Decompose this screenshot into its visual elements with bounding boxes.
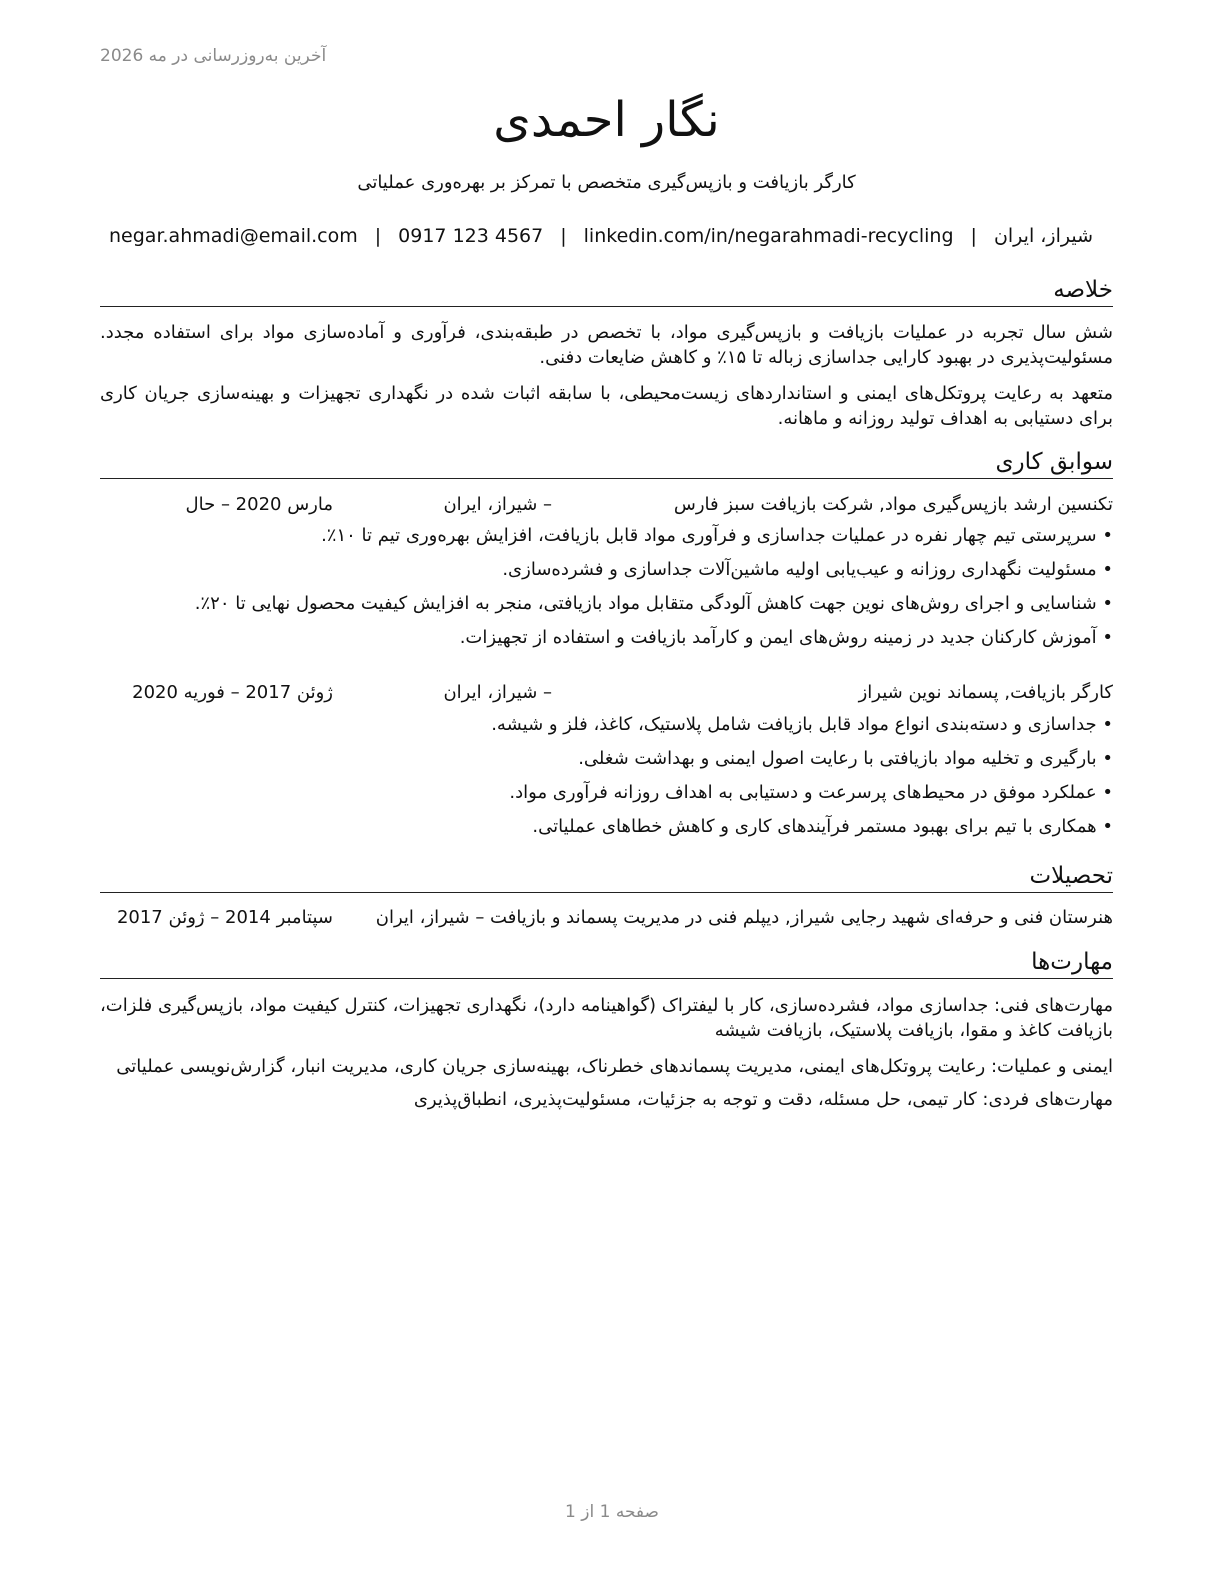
summary-heading: خلاصه [100, 276, 1113, 307]
contact-separator: | [560, 225, 567, 247]
candidate-name: نگار احمدی [493, 92, 720, 148]
job-bullets [100, 524, 1113, 660]
job-bullet: • شناسایی و اجرای روش‌های نوین جهت کاهش آلودگی متقابل مواد بازیافتی، منجر به افزایش کیفیت محصول نهایی تا ۲۰٪. [100, 592, 1113, 626]
job-dates: ژوئن 2017 – فوریه 2020 [132, 682, 333, 703]
page-number: صفحه 1 از 1 [565, 1502, 659, 1522]
skills-heading: مهارت‌ها [100, 948, 1113, 979]
job-bullet: • عملکرد موفق در محیط‌های پرسرعت و دستیابی به اهداف روزانه فرآوری مواد. [100, 781, 1113, 815]
education-dates: سپتامبر 2014 – ژوئن 2017 [116, 907, 333, 928]
contact-separator: | [374, 225, 382, 247]
contact-phone[interactable]: 0917 123 4567 [398, 225, 544, 247]
experience-heading: سوابق کاری [100, 448, 1113, 479]
job-location: – شیراز، ایران [443, 682, 552, 703]
job-bullet: • آموزش کارکنان جدید در زمینه روش‌های ایمن و کارآمد بازیافت و استفاده از تجهیزات. [100, 626, 1113, 660]
skills-line: ایمنی و عملیات: رعایت پروتکل‌های ایمنی، مدیریت پسماندهای خطرناک، بهینه‌سازی جریان کاری، مدیریت انبار، گزارش‌نویسی عملیاتی [116, 1056, 1113, 1077]
job-bullet: • مسئولیت نگهداری روزانه و عیب‌یابی اولیه ماشین‌آلات جداسازی و فشرده‌سازی. [100, 558, 1113, 592]
job-bullet: • سرپرستی تیم چهار نفره در عملیات جداسازی و فرآوری مواد قابل بازیافت، افزایش بهره‌وری تیم تا ۱۰٪. [100, 524, 1113, 558]
job-bullet: • همکاری با تیم برای بهبود مستمر فرآیندهای کاری و کاهش خطاهای عملیاتی. [100, 815, 1113, 849]
job-dates: مارس 2020 – حال [185, 494, 333, 515]
resume-page [100, 0, 1113, 1584]
contact-separator: | [970, 225, 977, 247]
skills-line: مهارت‌های فنی: جداسازی مواد، فشرده‌سازی، کار با لیفتراک (گواهینامه دارد)، نگهداری تجهیزات، کنترل کیفیت مواد، بازپس‌گیری فلزات، بازیافت کاغذ و مقوا، بازیافت پلاستیک، بازیافت شیشه [100, 995, 1113, 1041]
contact-linkedin[interactable]: linkedin.com/in/negarahmadi-recycling [583, 225, 954, 247]
job-bullets [100, 713, 1113, 849]
candidate-subtitle: کارگر بازیافت و بازپس‌گیری متخصص با تمرکز بر بهره‌وری عملیاتی [357, 172, 856, 193]
summary-paragraph: شش سال تجربه در عملیات بازیافت و بازپس‌گیری مواد، با تخصص در طبقه‌بندی، فرآوری و آماده‌سازی مواد برای استفاده مجدد. مسئولیت‌پذیری در بهبود کارایی جداسازی زباله تا ۱۵٪ و کاهش ضایعات دفنی. [100, 322, 1113, 368]
education-heading: تحصیلات [100, 862, 1113, 893]
contact-email[interactable]: negar.ahmadi@email.com [109, 225, 358, 247]
skills-line: مهارت‌های فردی: کار تیمی، حل مسئله، دقت و توجه به جزئیات، مسئولیت‌پذیری، انطباق‌پذیری [413, 1089, 1113, 1110]
contact-location: شیراز، ایران [993, 225, 1093, 247]
job-title: تکنسین ارشد بازپس‌گیری مواد, شرکت بازیافت سبز فارس [673, 494, 1113, 515]
contact-line [109, 223, 1093, 249]
job-title: کارگر بازیافت, پسماند نوین شیراز [858, 682, 1113, 703]
summary-paragraph: متعهد به رعایت پروتکل‌های ایمنی و استانداردهای زیست‌محیطی، با سابقه اثبات شده در نگهداری تجهیزات و بهینه‌سازی جریان کاری برای دستیابی به اهداف تولید روزانه و ماهانه. [100, 383, 1113, 429]
last-updated-note: آخرین به‌روزرسانی در مه 2026 [100, 46, 327, 66]
job-bullet: • جداسازی و دسته‌بندی انواع مواد قابل بازیافت شامل پلاستیک، کاغذ، فلز و شیشه. [100, 713, 1113, 747]
job-location: – شیراز، ایران [443, 494, 552, 515]
job-bullet: • بارگیری و تخلیه مواد بازیافتی با رعایت اصول ایمنی و بهداشت شغلی. [100, 747, 1113, 781]
education-description: هنرستان فنی و حرفه‌ای شهید رجایی شیراز, دیپلم فنی در مدیریت پسماند و بازیافت – شیراز، ایران [375, 907, 1113, 928]
